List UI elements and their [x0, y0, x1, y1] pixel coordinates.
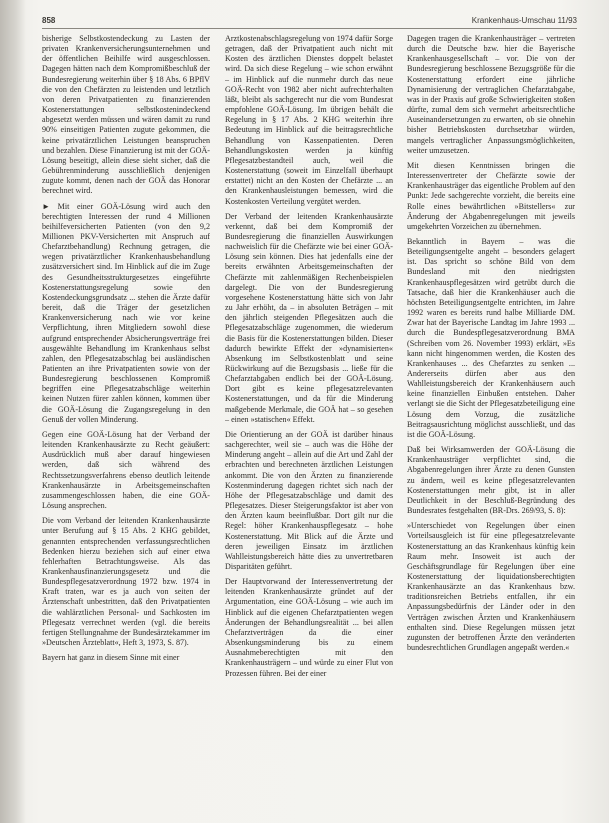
text-column-1 — [42, 34, 210, 806]
page-number: 858 — [42, 16, 56, 25]
text-column-2 — [225, 34, 393, 806]
running-title: Krankenhaus-Umschau 11/93 — [471, 16, 577, 25]
column-3-paragraph: Bekanntlich in Bayern – was die Beteiligungsentgelte angeht – besonders gelagert ist. Das spricht so schöne Bild von dem Bundesland mit den niedrigsten Krankenhauspflegesätzen wird getrübt durch die Tatsache, daß hier die Krankenhäuser auch die höchsten Beteiligungsentgelte entrichten, im Jahre 1992 waren es bereits rund halbe Milliarde DM. Zwar hat der Bayerische Landtag im Jahre 1993 ... durch die Bundespflegesatzverordnung BMA (Schreiben vom 26. November 1993) erklärt, »Es kann nicht hingenommen werden, die Kosten des Krankenhauses ... des Chefarztes zu senken ... Andererseits dürfen aber aus den Wahlleistungsbereich der Krankenhäusern auch keine finanziellen Einbußen entstehen. Daher verlangt sie die Sicht der Pflegesatzbeteiligung eine Lösung dem Vorzug, die zusätzliche Beitragsausrichtung möglichst ausschließt, und das ist die GOÄ-Lösung. — [407, 236, 575, 439]
column-3-paragraph: Dagegen tragen die Krankenhausträger – vertreten durch die Deutsche bzw. hier die Bayerische Krankenhausgesellschaft – vor. Die von der Bundesregierung beschlossene Bezugsgröße für die Kostenerstattung erfordert eine jährliche Dynamisierung der vertraglichen Chefarztabgabe, was in der Praxis auf große Schwierigkeiten stoßen dürfte, zumal dem sich vermehrt arbeitsrechtliche Auseinandersetzungen zu erwarten, ob sie ohnehin bisher Betriebskosten durchsetzbar würden, mangels vertraglicher Anpassungsmöglichkeiten, weiter umzusetzen. — [407, 34, 575, 155]
column-2-paragraph: Arztkostenabschlagsregelung von 1974 dafür Sorge getragen, daß der Privatpatient auch nicht mit Kosten des ärztlichen Dienstes doppelt belastet wird. Da sich diese Regelung – wie schon erwähnt – im Hinblick auf die nunmehr durch das neue GOÄ-Recht von 1982 aber nicht aufrechterhalten läßt, bleibt als sachgerecht nur die vom Bundesrat empfohlene GOÄ-Lösung. Im übrigen behält die Regelung in § 17 Abs. 2 KHG weiterhin ihre Bedeutung im Hinblick auf die beitragsrechtliche Behandlung von Kassenpatienten. Deren Behandlungskosten werden ja künftig Pflegesatzbestandteil auch, weil die Kostenerstattung (soweit im Einzelfall überhaupt erstattet) nicht an den Kosten der Chefärzte ... an den Krankenhausleistungen bemessen, wird die Kostenkosten Verteilung vergütet werden. — [225, 34, 393, 206]
column-2-paragraph: Der Verband der leitenden Krankenhausärzte verkennt, daß bei dem Kompromiß der Bundesregierung die finanziellen Auswirkungen nachweislich für die Chefärzte wie bei einer GOÄ-Lösung sein können. Dies hat jedenfalls eine der bereits erwähnten Arbeitsgemeinschaften der Chefärzte mit zahlenmäßigen Rechenbeispielen dargelegt. Die von der Bundesregierung vorgesehene Kostenerstattung hätte sich von Jahr zu Jahr erhöht, da – in absoluten Beträgen – mit den jährlich steigenden Pflegesätzen auch die Pflegesatzabschläge zugenommen, die wiederum die Basis für die Kostenerstattungen bilden. Dieser dadurch bewirkte Effekt der »dynamisierten« Absenkung im Selbstkostenblatt und seine Rückwirkung auf die Bezugsbasis ... ließe für die Chefarztabgaben endlich bei der GOÄ-Lösung. Dort gibt es keine pflegesatzrelevanten Kostenerstattungen, und da für die Minderung maßgebende Merkmale, die GOÄ hat – so gesehen – einen »statischen« Effekt. — [225, 211, 393, 424]
page-binding-shadow — [0, 0, 26, 823]
column-1-paragraph: Gegen eine GOÄ-Lösung hat der Verband der leitenden Krankenhausärzte zu Recht geäußert: Ausdrücklich muß aber darauf hingewiesen werden, daß sich während des Rechtssetzungsverfahrens ebenso deutlich leitende Krankenhausärzte in Arbeitsgemeinschaften zusammengeschlossen haben, die eine GOÄ-Lösung ansprechen. — [42, 429, 210, 511]
column-2-paragraph: Der Hauptvorwand der Interessenvertretung der leitenden Krankenhausärzte gründet auf der Argumentation, eine GOÄ-Lösung – wie auch im Hinblick auf die eigenen Chefarztpatienten wegen Änderungen der Behandlungsrealität ... bei allen Chefarztverträgen da die einer Absenkungsminderung bis zu einem Ausnahmeberechtigten mit den Krankenhausträgern – und würde zu einer Flut von Prozessen führen. Bei der einer — [225, 577, 393, 678]
column-2-paragraph: Die Orientierung an der GOÄ ist darüber hinaus sachgerechter, weil sie – auch was die Höhe der Minderung angeht – allein auf die Art und Zahl der erbrachten und berechneten ärztlichen Leistungen ankommt. Die von den Ärzten zu finanzierende Kostenminderung dagegen richtet sich nach der Höhe der Pflegesatzabschläge und damit des Pflegesatzes. Dieser Steigerungsfaktor ist aber von den Ärzten kaum beeinflußbar. Dort gilt nur die Regel: höher Krankenhauspflegesatz – hohe Kostenerstattung. Mit Blick auf die Ärzte und deren jeweiligen Einsatz im ärztlichen Wahlleistungsbereich hätte dies zu unvertretbaren Disparitäten geführt. — [225, 429, 393, 571]
column-3-paragraph: Mit diesen Kenntnissen bringen die Interessenvertreter der Chefärzte sowie der Krankenhausträger das eigentliche Problem auf den Punkt: Jede sachgerechte vorzieht, die bereits eine Rolle eines bewährtlichen »Bitstellers« zur Änderung der Abgabenregelungen mit jeweils umgekehrten Vorzeichen zu übernehmen. — [407, 160, 575, 231]
column-3-paragraph: Daß bei Wirksamwerden der GOÄ-Lösung die Krankenhausträger verpflichtet sind, die Abgabenregelungen ihrer Ärzte zu denen Gunsten zu ändern, weil es keine pflegesatzrelevanten Kostenerstattungen mehr gibt, ist in aller Deutlichkeit in der Beschluß-Begründung des Bundesrates festgehalten (BR-Drs. 269/93, S. 8): — [407, 445, 575, 516]
column-1-paragraph: ► Mit einer GOÄ-Lösung wird auch den berechtigten Interessen der rund 4 Millionen beihilfeversicherten Patienten (von den 9,2 Millionen PKV-Versicherten mit Anspruch auf Chefarztbehandlung) Rechnung getragen, die wegen privatärztlicher Krankenhausbehandlung zusätzversichert sind. Im Hinblick auf die im Zuge des Gesundheitsstrukturgesetzes eingeführte Kostenerstattungsregelung sowie den Kostendeckungsgrundsatz ... stehen die Ärzte dafür bereit, daß die Träger der gesetzlichen Krankenversicherung nach wie vor keine Verpflichtung, ihren Mitgliedern sowohl diese aufgrund entsprechender Absicherungsverträge frei ausgewählte Behandlung im Krankenhaus selbst zahlen, den Pflegesatzabschlag bei ausländischen Patienten an ihre Privatpatienten sowie von der Bundesregierung beschlossenen Kompromiß begriffen eine Pflegesatzabschläge weiterhin keinen Nutzen fürer zahlen können, kommen über die GOÄ-Lösung die Zugangsregelung in den Genuß der vollen Minderung. — [42, 201, 210, 424]
column-3-paragraph: »Unterschiedet von Regelungen über einen Vorteilsausgleich ist für eine pflegesatzrelevante Kostenerstattung an das Krankenhaus künftig kein Raum mehr. Insoweit ist auch der Geschäftsgrundlage für Regelungen über eine Kostenerstattung der liquidationsberechtigten Krankenhausärzte an das Krankenhaus bzw. traditionsreichen Betriebs entfallen, ihr ein Anpassungsbedürfnis der Länder oder in den Verträgen zwischen Ärzten und Krankenhäusern enthalten sind. Diese Regelungen müssen jetzt zugunsten der betroffenen Ärzte den veränderten bundesrechtlichen Grundlagen angepaßt werden.« — [407, 521, 575, 653]
text-column-3 — [407, 34, 575, 806]
column-1-paragraph: bisherige Selbstkostendeckung zu Lasten der privaten Krankenversicherungsunternehmen und der öffentlichen Beihilfe wird ausgeschlossen. Dagegen hätten nach dem Kompromißbeschluß der Bundesregierung weiterhin über § 18 Abs. 6 BPflV die von den Chefärzten zu leistenden und letztlich von deren Privatpatienten zu finanzierenden Kostenerstattungen selbstkostenindeckend abgesetzt werden müssen und wären damit zu rund 90% einseitigen Patienten zugute gekommen, die keine privatärztlichen Leistungen beanspruchen und bezahlen. Diese Finanzierung ist mit der GOÄ-Lösung beseitigt, allein diese sieht sicher, daß die Gebührenminderung ausschließlich denjenigen zugute kommt, denen nach der GOÄ das Honorar berechnet wird. — [42, 34, 210, 196]
column-1-paragraph: Bayern hat ganz in diesem Sinne mit einer — [42, 653, 180, 663]
page-header — [42, 14, 577, 29]
column-1-paragraph: Die vom Verband der leitenden Krankenhausärzte unter Berufung auf § 15 Abs. 2 KHG gebildet, genannten entsprechenden verfassungsrechtlichen Bedenken hierzu beziehen sich auf einer etwa fehlerhaften Betrachtungsweise. Als das Krankenhausfinanzierungsgesetz und die Bundespflegesatzverordnung 1972 bzw. 1974 in Kraft traten, war es ja auch von seiten der Ärztenschaft unbestritten, daß den Privatpatienten die wahlärztlichen Personal- und Sachkosten im Pflegesatz verrechnet werden (vgl. die bereits fertigen Stellungnahme der Bundesärztekammer im »Deutschen Ärzteblatt«, Heft 3, 1973, S. 87). — [42, 516, 210, 648]
